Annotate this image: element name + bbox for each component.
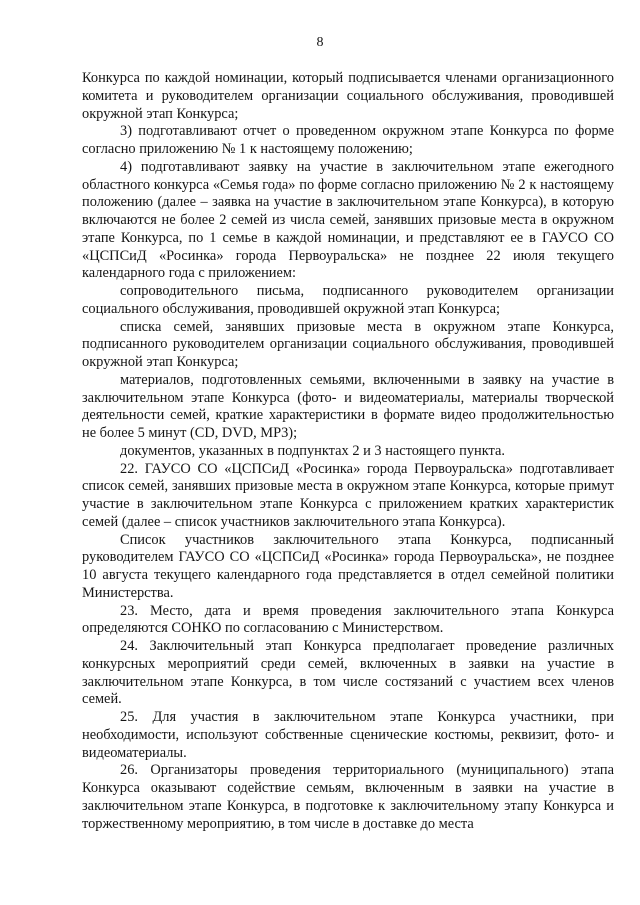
paragraph: 22. ГАУСО СО «ЦСПСиД «Росинка» города Первоуральска» подготавливает список семей, занявших призовые места в окружном этапе Конкурса, которые примут участие в заключительном этапе Конкурса с приложением кратких характеристик семей (далее – список участников заключительного этапа Конкурса). (82, 460, 614, 530)
paragraph: 24. Заключительный этап Конкурса предполагает проведение различных конкурсных мероприятий среди семей, включенных в заявки на участие в заключительном этапе Конкурса, в том числе состязаний с участием всех членов семей. (82, 638, 614, 708)
paragraph: 25. Для участия в заключительном этапе Конкурса участники, при необходимости, используют собственные сценические костюмы, реквизит, фото- и видеоматериалы. (82, 709, 614, 761)
paragraph: 23. Место, дата и время проведения заключительного этапа Конкурса определяются СОНКО по согласованию с Министерством. (82, 602, 614, 637)
page-number: 8 (316, 35, 324, 50)
document-body (82, 70, 614, 833)
paragraph: 3) подготавливают отчет о проведенном окружном этапе Конкурса по форме согласно приложению № 1 к настоящему положению; (82, 123, 614, 157)
paragraph: Список участников заключительного этапа Конкурса, подписанный руководителем ГАУСО СО «ЦСПСиД «Росинка» города Первоуральска», не позднее 10 августа текущего календарного года представляется в отдел семейной политики Министерства. (82, 531, 614, 601)
paragraph: 4) подготавливают заявку на участие в заключительном этапе ежегодного областного конкурса «Семья года» по форме согласно приложению № 2 к настоящему положению (далее – заявка на участие в заключительном этапе Конкурса), в которую включаются не более 2 семей из числа семей, занявших призовые места в окружном этапе Конкурса, по 1 семье в каждой номинации, и представляют ее в ГАУСО СО «ЦСПСиД «Росинка» города Первоуральска» не позднее 22 июля текущего календарного года с приложением: (82, 158, 614, 282)
paragraph: Конкурса по каждой номинации, который подписывается членами организационного комитета и руководителем организации социального обслуживания, проводившей окружной этап Конкурса; (82, 70, 614, 122)
paragraph: 26. Организаторы проведения территориального (муниципального) этапа Конкурса оказывают содействие семьям, включенным в заявки на участие в заключительном этапе Конкурса, в подготовке к заключительному этапу Конкурса и торжественному мероприятию, в том числе в доставке до места (82, 762, 614, 832)
paragraph: списка семей, занявших призовые места в окружном этапе Конкурса, подписанного руководителем организации социального обслуживания, проводившей окружной этап Конкурса; (82, 318, 614, 370)
paragraph: сопроводительного письма, подписанного руководителем организации социального обслуживания, проводившей окружной этап Конкурса; (82, 283, 614, 317)
paragraph: материалов, подготовленных семьями, включенными в заявку на участие в заключительном этапе Конкурса (фото- и видеоматериалы, материалы творческой деятельности семей, краткие характеристики в формате видео продолжительностью не более 5 минут (CD, DVD, MP3); (82, 371, 614, 441)
paragraph: документов, указанных в подпунктах 2 и 3 настоящего пункта. (120, 442, 505, 459)
